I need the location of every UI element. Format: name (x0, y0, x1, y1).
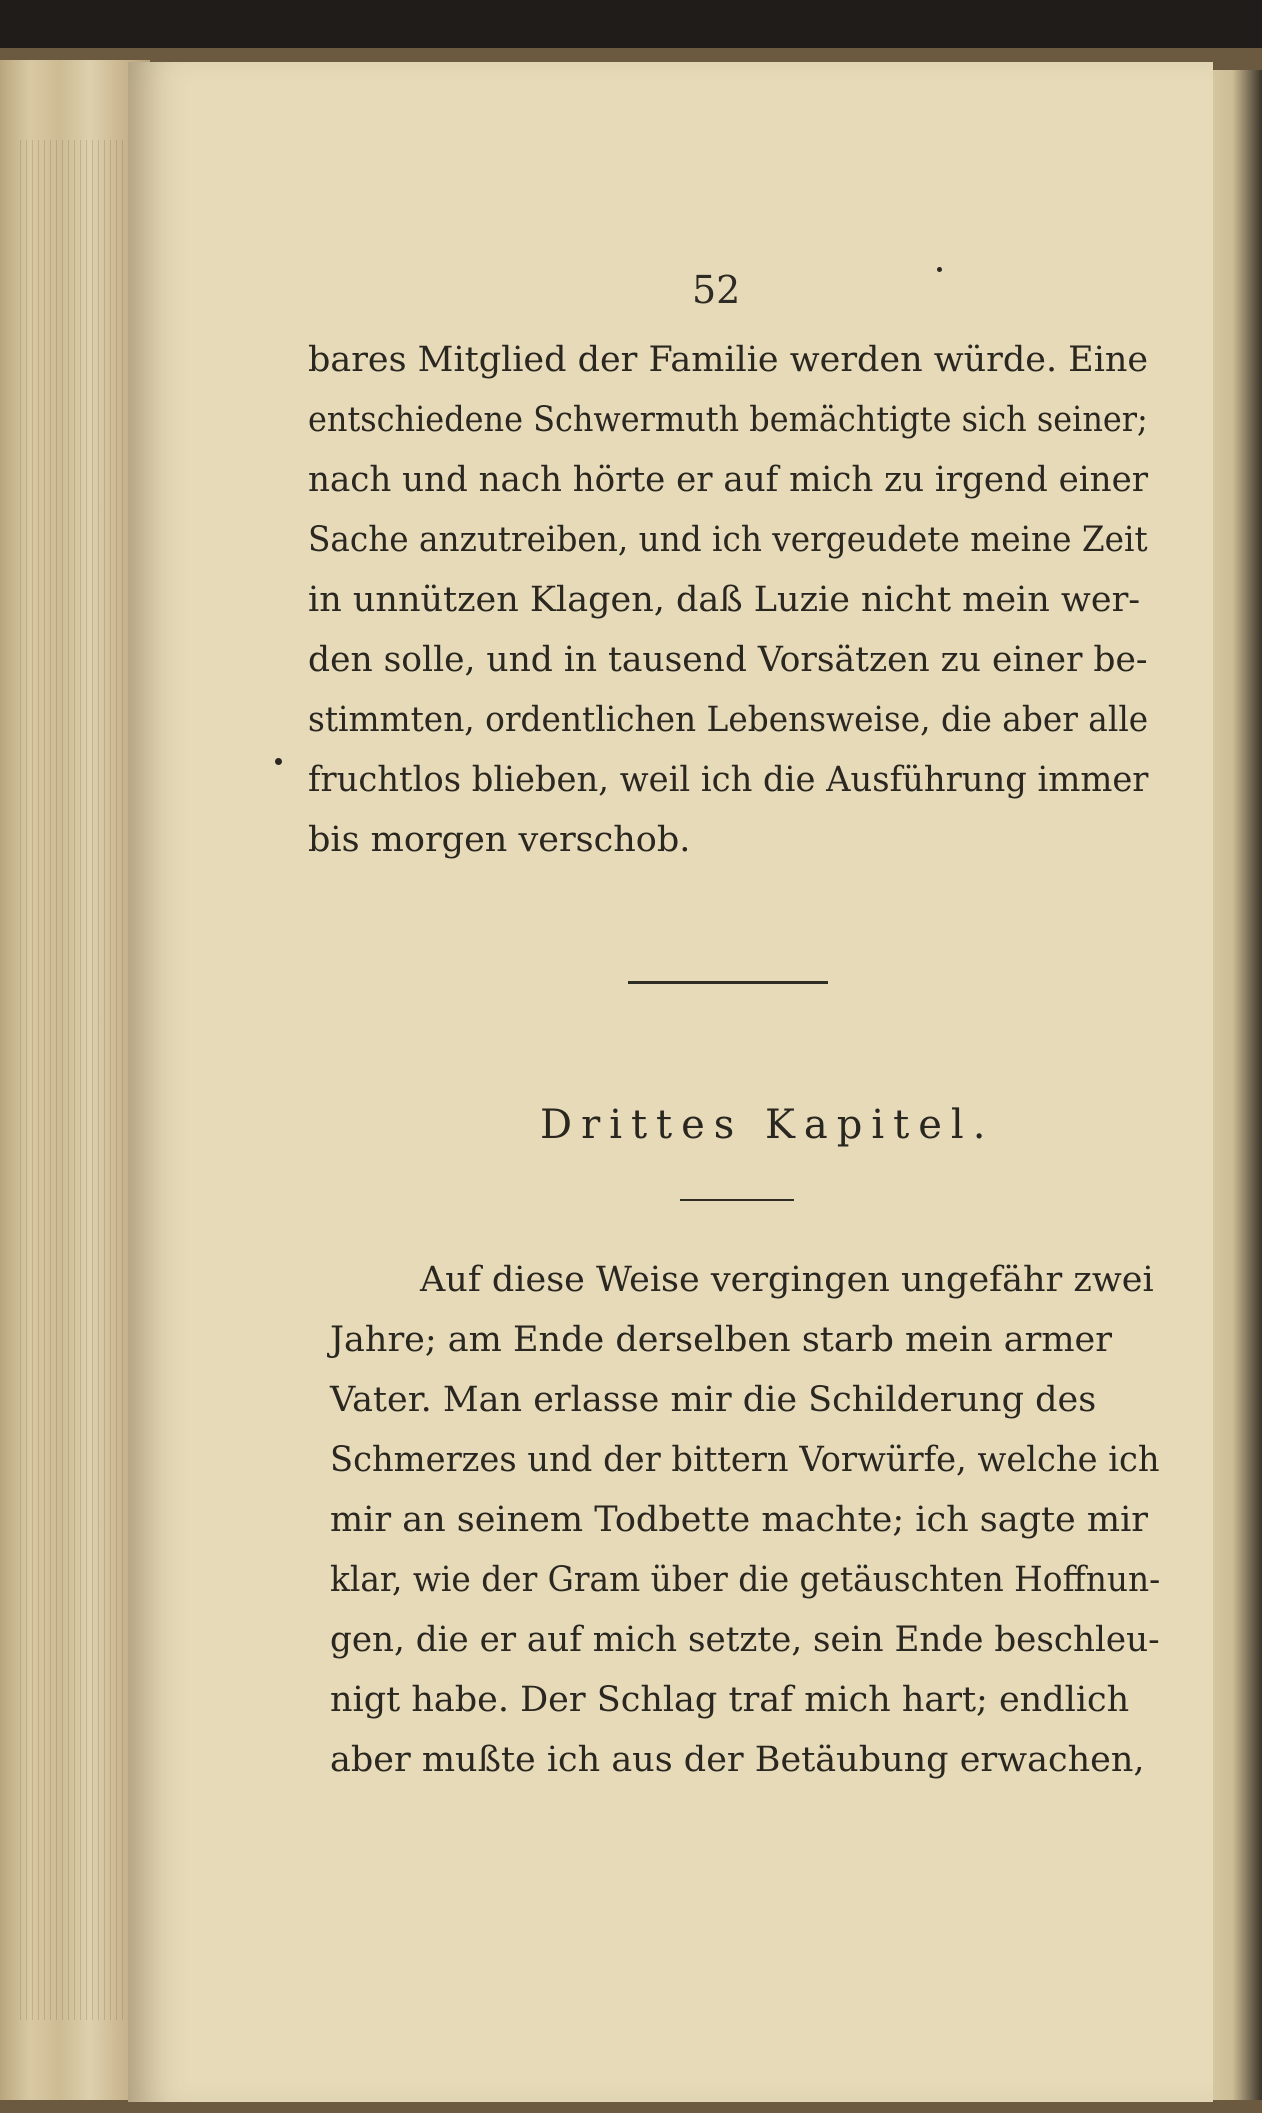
text-line: Schmerzes und der bittern Vorwürfe, welche ich (330, 1440, 1160, 1480)
section-divider (628, 981, 828, 984)
text-line: den solle, und in tausend Vorsätzen zu einer be- (308, 640, 1148, 680)
text-line: in unnützen Klagen, daß Luzie nicht mein wer- (308, 580, 1141, 620)
text-line: stimmten, ordentlichen Lebensweise, die aber alle (308, 700, 1149, 740)
text-line: klar, wie der Gram über die getäuschten Hoffnun- (330, 1560, 1161, 1600)
text-line: entschiedene Schwermuth bemächtigte sich seiner; (308, 400, 1148, 440)
text-line: bares Mitglied der Familie werden würde. Eine (308, 340, 1149, 380)
text-line: Jahre; am Ende derselben starb mein armer (330, 1320, 1112, 1360)
text-line: bis morgen verschob. (308, 820, 691, 860)
heading-underline (680, 1199, 794, 1201)
text-line: Vater. Man erlasse mir die Schilderung des (330, 1380, 1097, 1420)
ink-speck (937, 267, 942, 272)
text-line: Sache anzutreiben, und ich vergeudete meine Zeit (308, 520, 1148, 560)
text-line: nigt habe. Der Schlag traf mich hart; endlich (330, 1680, 1130, 1720)
chapter-heading: Drittes Kapitel. (540, 1102, 995, 1148)
page-right-edge (1213, 70, 1262, 2100)
text-line: Auf diese Weise vergingen ungefähr zwei (420, 1260, 1154, 1300)
text-line: nach und nach hörte er auf mich zu irgend einer (308, 460, 1149, 500)
page-number: 52 (692, 268, 741, 312)
text-line: aber mußte ich aus der Betäubung erwachen, (330, 1740, 1145, 1780)
ink-speck (275, 758, 282, 765)
page-stack-lines (20, 140, 130, 2020)
text-line: fruchtlos blieben, weil ich die Ausführung immer (308, 760, 1149, 800)
text-line: mir an seinem Todbette machte; ich sagte mir (330, 1500, 1149, 1540)
text-line: gen, die er auf mich setzte, sein Ende beschleu- (330, 1620, 1160, 1660)
